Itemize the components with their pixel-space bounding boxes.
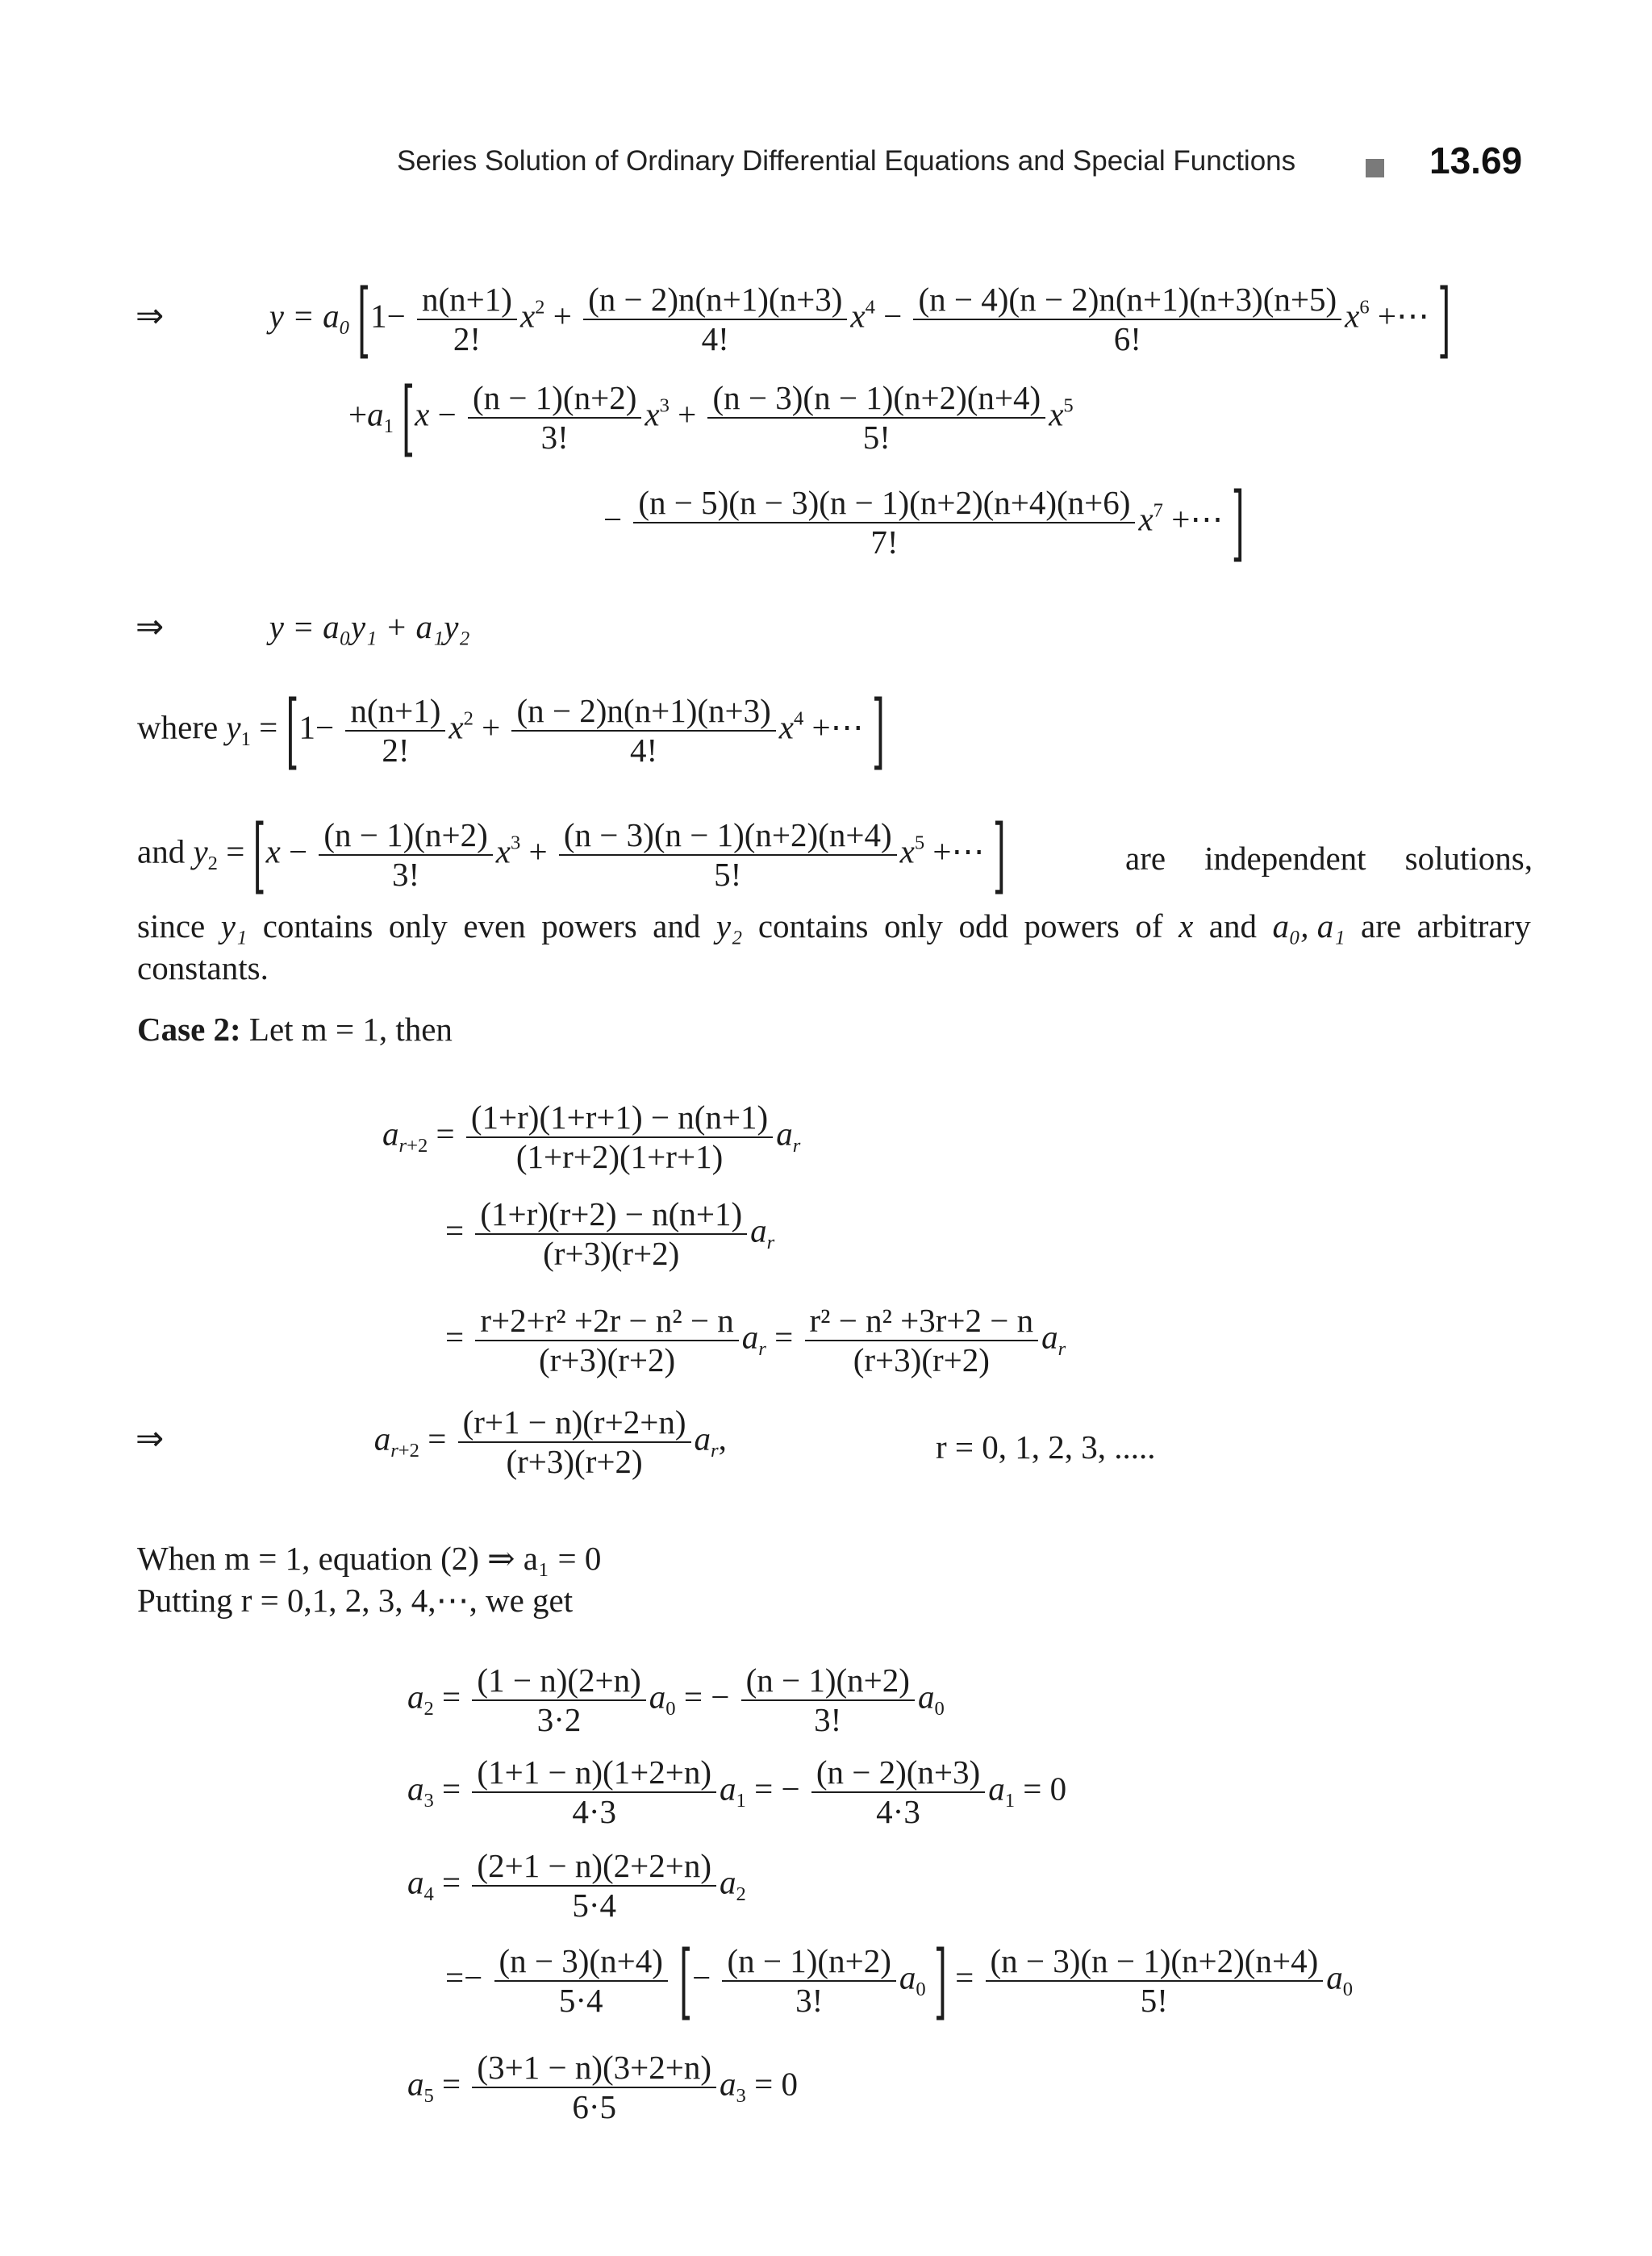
fraction: $\frac{n(n+1)}{2!}$ — [417, 281, 517, 358]
fraction: $\frac{(1 - n)(2+n)}{3\cdot 2}$ — [472, 1662, 645, 1739]
fraction: $\frac{(1+r)(r+2) - n(n+1)}{(r+3)(r+2)}$ — [475, 1195, 747, 1273]
left-bracket: [ — [286, 682, 299, 780]
putting-line: Putting r = 0,1, 2, 3, 4,⋯, we get — [137, 1582, 574, 1619]
recurrence-line-1: $a_{r+2}$ = $\frac{(1+r)(1+r+1) - n(n+1)}{(1+r+2)(1+r+1)}$ $a_r$ — [382, 1099, 801, 1176]
left-bracket: [ — [679, 1933, 693, 2030]
square-bullet-icon — [1366, 159, 1384, 177]
general-solution-line-1: ⇒ $y = a_0$ [1− $\frac{n(n+1)}{2!}$ $x^2$ + $\frac{(n - 2)n(n+1)(n+3)}{4!}$ $x^4$ − $\frac{(n - 4)(n - 2)n(n+1)(n+3)(n+5)}{6!}$ $x^6$ +⋯ ] — [136, 271, 1451, 369]
general-solution-line-2: $+a_1$ [x − $\frac{(n - 1)(n+2)}{3!}$ $x^3$ + $\frac{(n - 3)(n - 1)(n+2)(n+4)}{5!}$ $x^5$ — [348, 369, 1074, 467]
recurrence-line-2: = $\frac{(1+r)(r+2) - n(n+1)}{(r+3)(r+2)}$ $a_r$ — [445, 1195, 775, 1273]
fraction: $\frac{(n - 1)(n+2)}{3!}$ — [722, 1942, 895, 2020]
right-bracket: ] — [933, 1933, 947, 2030]
fraction: $\frac{(n - 1)(n+2)}{3!}$ — [468, 379, 641, 457]
a5-equation: $a_5$ = $\frac{(3+1 - n)(3+2+n)}{6\cdot 5}$ $a_3 = 0$ — [407, 2049, 798, 2126]
fraction: $\frac{n(n+1)}{2!}$ — [345, 692, 445, 769]
right-bracket: ] — [871, 682, 885, 780]
paragraph-line-2: constants. — [137, 949, 269, 986]
y2-definition: and $y_2 = [x$ − $\frac{(n - 1)(n+2)}{3!}$ $x^3$ + $\frac{(n - 3)(n - 1)(n+2)(n+4)}{5!}$ $x^5$ +⋯ ] — [137, 807, 1006, 904]
page-number: 13.69 — [1429, 140, 1523, 181]
left-bracket: [ — [252, 807, 266, 904]
implies-icon: ⇒ — [136, 295, 165, 336]
fraction: $\frac{(n - 3)(n - 1)(n+2)(n+4)}{5!}$ — [559, 816, 897, 894]
fraction: $\frac{(n - 3)(n - 1)(n+2)(n+4)}{5!}$ — [707, 379, 1045, 457]
fraction: $\frac{(r+1 - n)(r+2+n)}{(r+3)(r+2)}$ — [458, 1403, 691, 1481]
fraction: $\frac{(1+1 - n)(1+2+n)}{4\cdot 3}$ — [472, 1754, 716, 1831]
implies-icon: ⇒ — [136, 1418, 165, 1458]
a4-expansion: =− $\frac{(n - 3)(n+4)}{5\cdot 4}$ [− $\frac{(n - 1)(n+2)}{3!}$ $a_0$ ] = $\frac{(n - 3)(n - 1)(n+2)(n+4)}{5!}$ $a_0$ — [445, 1933, 1354, 2030]
fraction: $\frac{(n - 2)(n+3)}{4\cdot 3}$ — [811, 1754, 985, 1831]
recurrence-line-3: = $\frac{\text{r+2+r² +2r − n² − n}}{(r+3)(r+2)}$ $a_r$ = $\frac{\text{r² − n² +3r+2 − n}}{(r+3)(r+2)}$ $a_r$ — [445, 1302, 1066, 1379]
fraction: $\frac{(2+1 - n)(2+2+n)}{5\cdot 4}$ — [472, 1847, 716, 1924]
y1-definition: where $y_1 = [1-$ $\frac{n(n+1)}{2!}$ $x^2$ + $\frac{(n - 2)n(n+1)(n+3)}{4!}$ $x^4$ +⋯ ] — [137, 682, 885, 780]
case-2-heading: Case 2: Let m = 1, then — [137, 1011, 453, 1048]
fraction: $\frac{(n - 2)n(n+1)(n+3)}{4!}$ — [511, 692, 775, 769]
right-bracket: ] — [992, 807, 1006, 904]
implies-icon: ⇒ — [136, 607, 165, 646]
fraction: $\frac{(n - 1)(n+2)}{3!}$ — [319, 816, 492, 894]
fraction: $\frac{(3+1 - n)(3+2+n)}{6\cdot 5}$ — [472, 2049, 716, 2126]
fraction: $\frac{(n - 4)(n - 2)n(n+1)(n+3)(n+5)}{6!}$ — [913, 281, 1341, 358]
combination-line: ⇒ y = a₀y₁ + a₁y₂ — [136, 607, 470, 646]
fraction: $\frac{(n - 3)(n - 1)(n+2)(n+4)}{5!}$ — [986, 1942, 1324, 2020]
left-bracket: [ — [357, 271, 371, 369]
fraction: $\frac{\text{r² − n² +3r+2 − n}}{(r+3)(r+2)}$ — [805, 1302, 1039, 1379]
right-bracket: ] — [1437, 271, 1451, 369]
y-equals-a: y = a — [269, 297, 340, 335]
a4-equation: $a_4$ = $\frac{(2+1 - n)(2+2+n)}{5\cdot 4}$ $a_2$ — [407, 1847, 746, 1924]
a2-equation: $a_2$ = $\frac{(1 - n)(2+n)}{3\cdot 2}$ $a_0$ = − $\frac{(n - 1)(n+2)}{3!}$ $a_0$ — [407, 1662, 945, 1739]
fraction: $\frac{(1+r)(1+r+1) - n(n+1)}{(1+r+2)(1+r+1)}$ — [466, 1099, 773, 1176]
where-label: where — [137, 708, 219, 746]
when-line: When m = 1, equation (2) ⇒ a₁ = 0 — [137, 1540, 602, 1577]
left-bracket: [ — [402, 369, 415, 467]
fraction: $\frac{(n - 2)n(n+1)(n+3)}{4!}$ — [583, 281, 847, 358]
independent-solutions-text: are independent solutions, — [1125, 840, 1533, 877]
recurrence-line-4: ⇒ $a_{r+2}$ = $\frac{(r+1 - n)(r+2+n)}{(r+3)(r+2)}$ $a_r$, — [136, 1403, 727, 1481]
fraction: $\frac{(n - 1)(n+2)}{3!}$ — [741, 1662, 915, 1739]
and-label: and — [137, 832, 186, 870]
r-range: r = 0, 1, 2, 3, ..... — [936, 1428, 1156, 1466]
fraction: $\frac{(n - 5)(n - 3)(n - 1)(n+2)(n+4)(n+6)}{7!}$ — [633, 484, 1135, 561]
fraction: $\frac{(n - 3)(n+4)}{5\cdot 4}$ — [494, 1942, 668, 2020]
general-solution-line-3: − $\frac{(n - 5)(n - 3)(n - 1)(n+2)(n+4)(n+6)}{7!}$ $x^7$ +⋯ ] — [603, 474, 1245, 572]
a3-equation: $a_3$ = $\frac{(1+1 - n)(1+2+n)}{4\cdot 3}$ $a_1$ = − $\frac{(n - 2)(n+3)}{4\cdot 3}$ $a_1 = 0$ — [407, 1754, 1067, 1831]
right-bracket: ] — [1231, 474, 1245, 572]
fraction: $\frac{\text{r+2+r² +2r − n² − n}}{(r+3)(r+2)}$ — [475, 1302, 738, 1379]
paragraph-line-1: since y₁ contains only even powers and y₂ contains only odd powers of x and a₀, a₁ are arbitrary — [137, 907, 1531, 945]
running-title: Series Solution of Ordinary Differential Equations and Special Functions — [397, 145, 1296, 177]
